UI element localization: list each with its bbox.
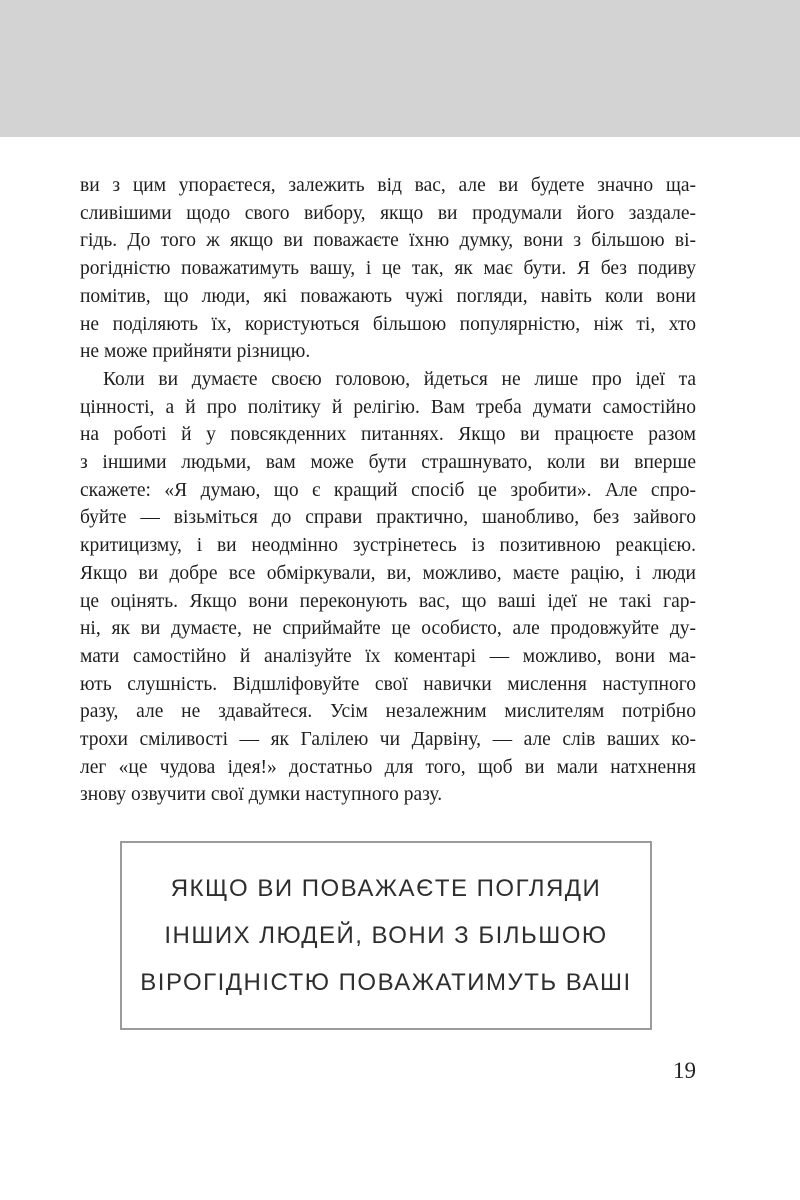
text-line: мати самостійно й аналізуйте їх коментарі — можливо, вони ма-: [80, 645, 696, 667]
pull-quote-line: ЯКЩО ВИ ПОВАЖАЄТЕ ПОГЛЯДИ: [170, 875, 602, 902]
text-line: ні, як ви думаєте, не сприймайте це особисто, але продовжуйте ду-: [80, 618, 696, 640]
page-number: 19: [673, 1058, 696, 1083]
text-line: цінності, а й про політику й релігію. Вам треба думати самостійно: [80, 396, 696, 418]
text-line: Коли ви думаєте своєю головою, йдеться не лише про ідеї та: [103, 368, 696, 390]
body-text: [80, 172, 696, 809]
paragraph: [80, 172, 696, 366]
pull-quote-line: ВІРОГІДНІСТЮ ПОВАЖАТИМУТЬ ВАШІ: [140, 969, 632, 996]
pull-quote-box: [120, 841, 652, 1030]
text-line: буйте — візьміться до справи практично, шанобливо, без зайвого: [80, 507, 696, 529]
text-line: разу, але не здавайтеся. Усім незалежним мислителям потрібно: [80, 701, 696, 723]
text-line: ви з цим упораєтеся, залежить від вас, але ви будете значно ща-: [80, 175, 696, 196]
text-line: критицизму, і ви неодмінно зустрінетесь із позитивною реакцією.: [80, 535, 696, 557]
text-line: лег «це чудова ідея!» достатньо для того, щоб ви мали натхнення: [80, 756, 696, 778]
text-line: скажете: «Я думаю, що є кращий спосіб це зробити». Але спро-: [80, 479, 696, 501]
text-line: гідь. До того ж якщо ви поважаєте їхню думку, вони з більшою ві-: [80, 230, 696, 252]
paragraph: [80, 366, 696, 809]
text-line: помітив, що люди, які поважають чужі погляди, навіть коли вони: [80, 285, 696, 307]
text-line: Якщо ви добре все обміркували, ви, можливо, маєте рацію, і люди: [80, 562, 696, 584]
text-line: рогідністю поважатимуть вашу, і це так, як має бути. Я без подиву: [80, 258, 696, 280]
text-line: не може прийняти різницю.: [80, 341, 311, 363]
header-band: [0, 0, 800, 137]
text-line: сливішими щодо свого вибору, якщо ви продумали його заздале-: [80, 202, 696, 224]
text-line: трохи сміливості — як Галілею чи Дарвіну, — але слів ваших ко-: [80, 729, 696, 751]
text-line: не поділяють їх, користуються більшою популярністю, ніж ті, хто: [80, 313, 696, 335]
text-line: знову озвучити свої думки наступного разу.: [80, 784, 443, 806]
text-line: на роботі й у повсякденних питаннях. Якщо ви працюєте разом: [80, 424, 696, 446]
text-line: ють слушність. Відшліфовуйте свої навички мислення наступного: [80, 673, 696, 695]
text-line: це оцінять. Якщо вони переконують вас, що ваші ідеї не такі гар-: [80, 590, 696, 612]
pull-quote-line: ІНШИХ ЛЮДЕЙ, ВОНИ З БІЛЬШОЮ: [164, 922, 608, 949]
text-line: з іншими людьми, вам може бути страшнувато, коли ви вперше: [80, 452, 696, 474]
